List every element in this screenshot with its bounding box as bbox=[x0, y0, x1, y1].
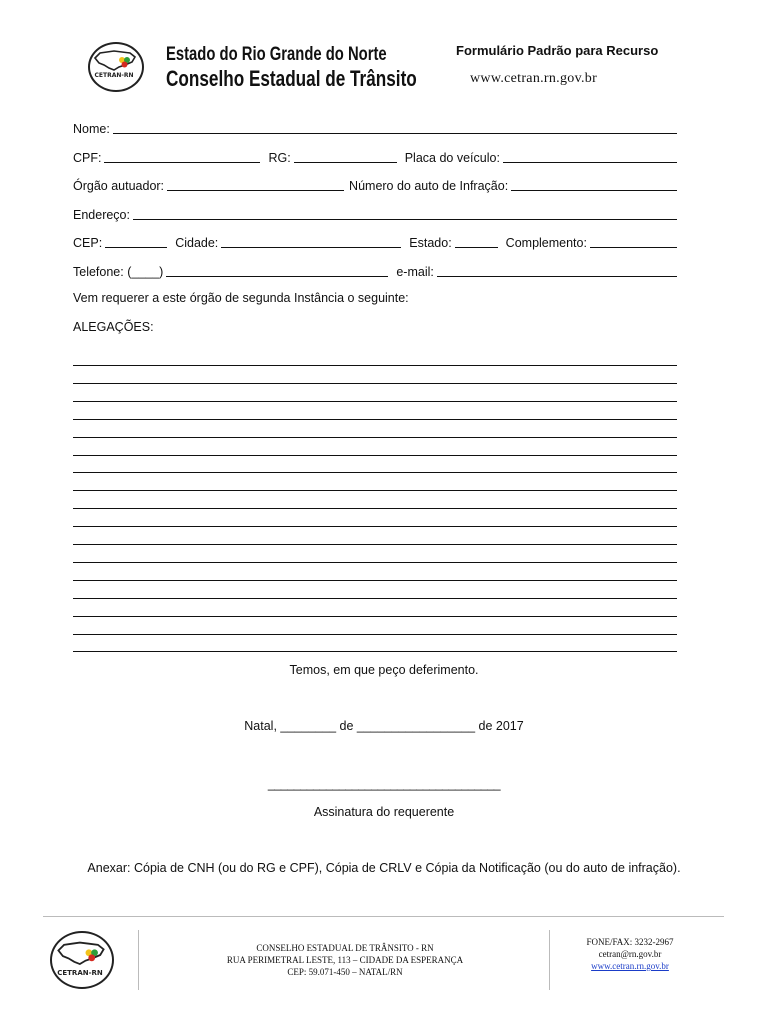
estado-field[interactable] bbox=[455, 234, 498, 248]
deferimento-text: Temos, em que peço deferimento. bbox=[289, 663, 479, 677]
endereco-label: Endereço: bbox=[73, 208, 130, 222]
footer-state-map-icon bbox=[55, 939, 107, 971]
alegacoes-line[interactable] bbox=[73, 634, 677, 635]
email-label: e-mail: bbox=[396, 265, 434, 279]
telefone-field[interactable] bbox=[166, 263, 388, 277]
footer-website-link[interactable]: www.cetran.rn.gov.br bbox=[591, 961, 669, 971]
state-name: Estado do Rio Grande do Norte bbox=[166, 44, 387, 65]
telefone-label: Telefone: (____) bbox=[73, 265, 164, 279]
cep-field[interactable] bbox=[105, 234, 167, 248]
complemento-label: Complemento: bbox=[505, 236, 587, 250]
rg-label: RG: bbox=[268, 151, 291, 165]
alegacoes-line[interactable] bbox=[73, 437, 677, 438]
estado-label: Estado: bbox=[409, 236, 452, 250]
footer-email: cetran@rn.gov.br bbox=[598, 949, 662, 959]
rg-field[interactable] bbox=[294, 149, 397, 163]
footer-org-line: CONSELHO ESTADUAL DE TRÂNSITO - RN bbox=[256, 943, 434, 953]
numero-auto-field[interactable] bbox=[511, 177, 677, 191]
alegacoes-line[interactable] bbox=[73, 383, 677, 384]
placa-label: Placa do veículo: bbox=[404, 151, 500, 165]
row-endereco bbox=[73, 204, 677, 222]
alegacoes-label: ALEGAÇÕES: bbox=[73, 320, 154, 334]
orgao-field[interactable] bbox=[167, 177, 344, 191]
alegacoes-line[interactable] bbox=[73, 508, 677, 509]
footer-divider bbox=[43, 916, 724, 917]
footer-address-line: RUA PERIMETRAL LESTE, 113 – CIDADE DA ESPERANÇA bbox=[226, 955, 464, 965]
alegacoes-line[interactable] bbox=[73, 401, 677, 402]
footer-phone: FONE/FAX: 3232-2967 bbox=[586, 937, 674, 947]
signature-label: Assinatura do requerente bbox=[313, 805, 455, 819]
orgao-label: Órgão autuador: bbox=[73, 179, 165, 193]
alegacoes-line[interactable] bbox=[73, 419, 677, 420]
alegacoes-line[interactable] bbox=[73, 365, 677, 366]
date-line: Natal, ________ de _________________ de 2017 bbox=[244, 719, 524, 733]
alegacoes-line[interactable] bbox=[73, 580, 677, 581]
alegacoes-line[interactable] bbox=[73, 472, 677, 473]
footer-address bbox=[150, 942, 540, 978]
footer-divider-left bbox=[138, 930, 139, 990]
header-logo bbox=[88, 42, 144, 92]
cpf-label: CPF: bbox=[73, 151, 102, 165]
nome-label: Nome: bbox=[73, 122, 110, 136]
complemento-field[interactable] bbox=[590, 234, 677, 248]
footer-logo bbox=[50, 931, 116, 991]
alegacoes-line[interactable] bbox=[73, 651, 677, 652]
row-orgao bbox=[73, 175, 677, 193]
row-cpf bbox=[73, 147, 677, 165]
footer-logo-text: CETRAN-RN bbox=[57, 969, 103, 977]
footer-cep-line: CEP: 59.071-450 – NATAL/RN bbox=[287, 967, 403, 977]
cpf-field[interactable] bbox=[104, 149, 260, 163]
cidade-field[interactable] bbox=[221, 234, 401, 248]
alegacoes-line[interactable] bbox=[73, 598, 677, 599]
header-website: www.cetran.rn.gov.br bbox=[470, 71, 598, 86]
council-name: Conselho Estadual de Trânsito bbox=[166, 66, 417, 91]
row-telefone bbox=[73, 261, 677, 279]
numero-auto-label: Número do auto de Infração: bbox=[349, 179, 509, 193]
cidade-label: Cidade: bbox=[175, 236, 219, 250]
signature-line: ____________________________________ bbox=[267, 777, 501, 791]
email-field[interactable] bbox=[437, 263, 677, 277]
request-text: Vem requerer a este órgão de segunda Instância o seguinte: bbox=[73, 291, 409, 305]
nome-field[interactable] bbox=[113, 120, 677, 134]
alegacoes-line[interactable] bbox=[73, 544, 677, 545]
alegacoes-line[interactable] bbox=[73, 526, 677, 527]
footer-divider-right bbox=[549, 930, 550, 990]
endereco-field[interactable] bbox=[133, 206, 677, 220]
alegacoes-line[interactable] bbox=[73, 562, 677, 563]
alegacoes-line[interactable] bbox=[73, 455, 677, 456]
row-nome bbox=[73, 118, 677, 136]
row-cep bbox=[73, 232, 677, 250]
footer-contact bbox=[560, 936, 700, 972]
cep-label: CEP: bbox=[73, 236, 103, 250]
attachments-text: Anexar: Cópia de CNH (ou do RG e CPF), Cópia de CRLV e Cópia da Notificação (ou do auto de infração). bbox=[87, 861, 681, 875]
placa-field[interactable] bbox=[503, 149, 677, 163]
header-logo-text: CETRAN-RN bbox=[94, 72, 134, 79]
alegacoes-line[interactable] bbox=[73, 616, 677, 617]
alegacoes-line[interactable] bbox=[73, 490, 677, 491]
form-title: Formulário Padrão para Recurso bbox=[456, 43, 659, 58]
